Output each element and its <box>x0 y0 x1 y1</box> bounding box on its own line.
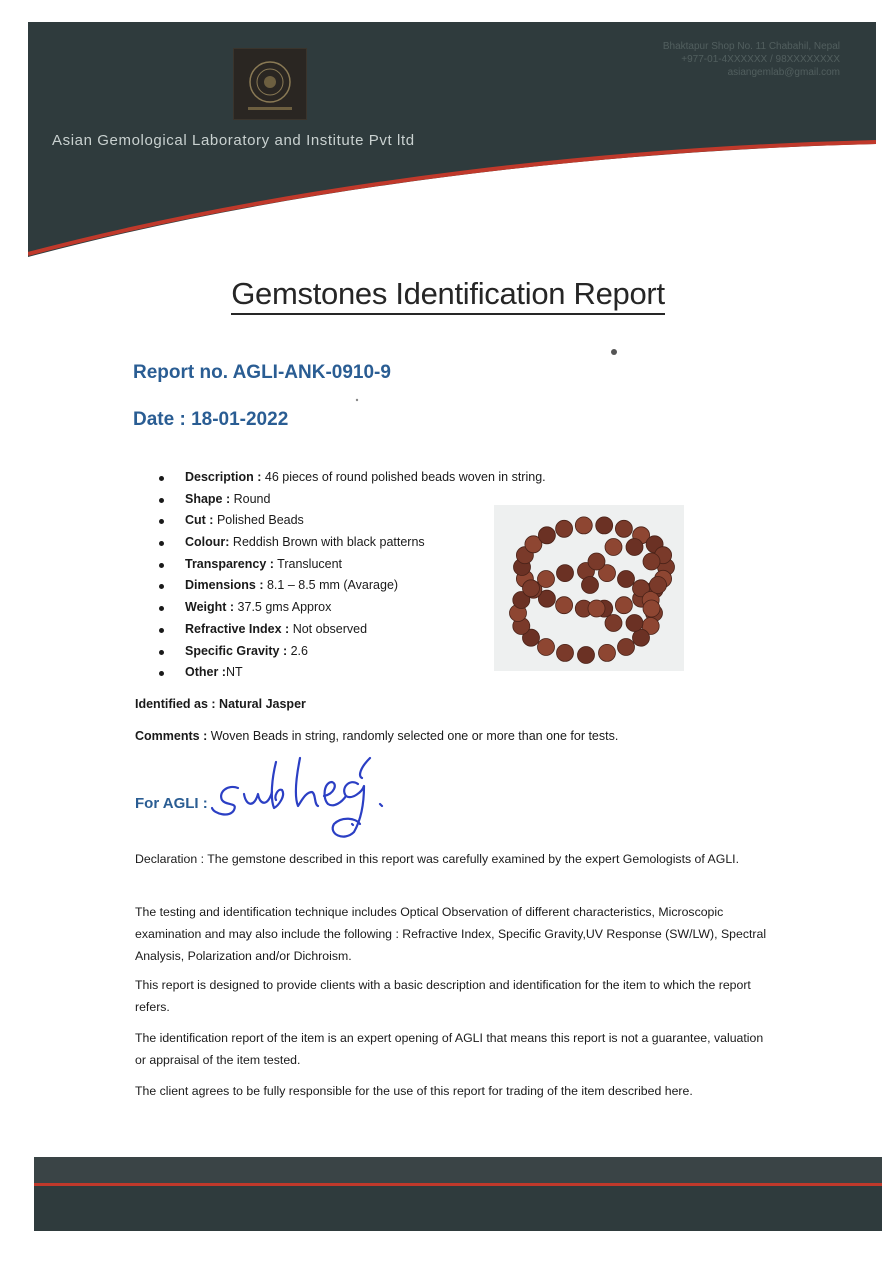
detail-other: Other :NT <box>156 662 626 684</box>
comments: Comments : Woven Beads in string, randomly selected one or more than one for tests. <box>135 729 619 743</box>
detail-cut: Cut : Polished Beads <box>156 510 626 532</box>
detail-colour: Colour: Reddish Brown with black patterns <box>156 532 626 554</box>
report-purpose-paragraph: This report is designed to provide clients with a basic description and identification for the item to which the report refers. <box>135 978 751 1014</box>
company-name: Asian Gemological Laboratory and Institute Pvt ltd <box>52 132 415 149</box>
report-title: Gemstones Identification Report <box>0 276 896 312</box>
client-responsibility-paragraph: The client agrees to be fully responsible for the use of this report for trading of the item described here. <box>135 1084 693 1098</box>
email-line: asiangemlab@gmail.com <box>727 67 840 78</box>
detail-weight: Weight : 37.5 gms Approx <box>156 597 626 619</box>
detail-description: Description : 46 pieces of round polished beads woven in string. <box>156 467 626 489</box>
detail-shape: Shape : Round <box>156 489 626 511</box>
address-line: Bhaktapur Shop No. 11 Chabahil, Nepal <box>662 41 840 52</box>
report-date: Date : 18-01-2022 <box>133 409 289 430</box>
testing-technique-paragraph: The testing and identification technique includes Optical Observation of different characteristics, Microscopic examination and may also include the following : Refractive Index, Specific Gravity,UV Response (SW/LW), Spectral Analysis, Polarization and/or Dichroism. <box>135 905 767 963</box>
expert-opinion-paragraph: The identification report of the item is an expert opening of AGLI that means this report is not a guarantee, valuation or appraisal of the item tested. <box>135 1031 764 1067</box>
detail-specific-gravity: Specific Gravity : 2.6 <box>156 641 626 663</box>
phone-line: +977-01-4XXXXXX / 98XXXXXXXX <box>681 54 840 65</box>
report-number: Report no. AGLI-ANK-0910-9 <box>133 362 391 383</box>
detail-transparency: Transparency : Translucent <box>156 554 626 576</box>
declaration-paragraph: Declaration : The gemstone described in this report was carefully examined by the expert Gemologists of AGLI. <box>135 852 739 866</box>
detail-dimensions: Dimensions : 8.1 – 8.5 mm (Avarage) <box>156 575 626 597</box>
detail-refractive-index: Refractive Index : Not observed <box>156 619 626 641</box>
for-agli-label: For AGLI : <box>135 795 208 812</box>
identified-as: Identified as : Natural Jasper <box>135 697 306 711</box>
